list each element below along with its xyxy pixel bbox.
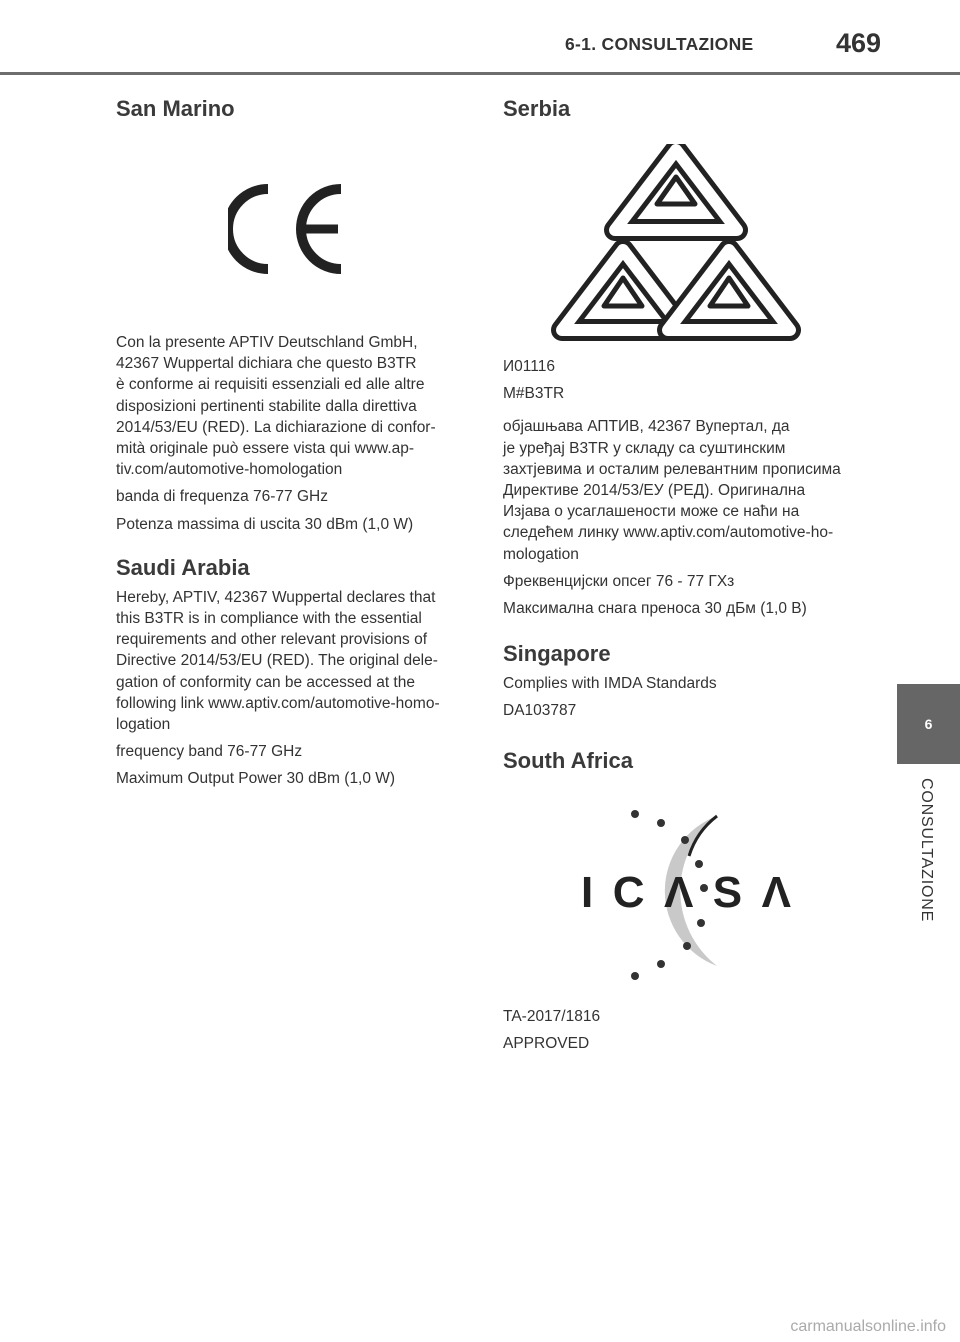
right-column (503, 96, 848, 1054)
text-line: захтјевима и осталим релевантним прописима (503, 460, 841, 478)
saudi-arabia-declaration (116, 587, 461, 735)
logo-letter: I (581, 867, 594, 917)
left-column (116, 96, 461, 790)
watermark: carmanualsonline.info (790, 1318, 946, 1335)
south-africa-approved: APPROVED (503, 1034, 590, 1052)
header-section-title: 6-1. CONSULTAZIONE (565, 34, 754, 54)
icasa-logo (577, 796, 797, 986)
ce-mark-icon (228, 184, 346, 274)
serbia-declaration (503, 416, 848, 564)
ce-mark-logo (228, 184, 461, 274)
header-divider (0, 72, 960, 75)
section-title-serbia: Serbia (503, 96, 571, 121)
serbia-code-1: И01116 (503, 358, 555, 375)
section-title-san-marino: San Marino (116, 96, 235, 121)
saudi-arabia-frequency: frequency band 76-77 GHz (116, 743, 303, 761)
serbian-conformity-triangles-icon (551, 144, 801, 344)
serbia-code-2: M#B3TR (503, 385, 565, 403)
text-line: requirements and other relevant provisions of (116, 631, 428, 649)
text-line: Изјава о усаглашености може се наћи на (503, 503, 800, 521)
singapore-standards: Complies with IMDA Standards (503, 675, 717, 693)
singapore-number: DA103787 (503, 702, 577, 720)
san-marino-frequency: banda di frequenza 76-77 GHz (116, 488, 328, 506)
text-line: disposizioni pertinenti stabilite dalla direttiva (116, 397, 417, 415)
text-line: 2014/53/EU (RED). La dichiarazione di confor- (116, 418, 436, 436)
south-africa-ta-number: TA-2017/1816 (503, 1007, 601, 1025)
section-title-singapore: Singapore (503, 641, 611, 667)
text-line: mità originale può essere vista qui www.ap- (116, 440, 415, 458)
chapter-tab: 6 (897, 684, 960, 764)
serbia-frequency: Фреквенцијски опсег 76 - 77 ГХз (503, 572, 735, 590)
logo-letter: C (612, 867, 645, 917)
san-marino-declaration (116, 332, 461, 480)
saudi-arabia-power: Maximum Output Power 30 dBm (1,0 W) (116, 770, 396, 788)
section-title-saudi-arabia: Saudi Arabia (116, 554, 250, 580)
logo-letter: Λ (761, 867, 791, 917)
text-line: Директиве 2014/53/ЕУ (РЕД). Оригинална (503, 482, 806, 500)
text-line: је уређај B3TR у складу са суштинским (503, 439, 786, 457)
text-line: è conforme ai requisiti essenziali ed alle altre (116, 376, 425, 394)
text-line: this B3TR is in compliance with the essential (116, 610, 422, 628)
serbia-triangle-mark (551, 144, 848, 344)
text-line: gation of conformity can be accessed at the (116, 673, 415, 691)
chapter-side-label: CONSULTAZIONE (918, 778, 935, 923)
page-number: 469 (836, 28, 882, 58)
text-line: tiv.com/automotive-homologation (116, 461, 343, 479)
text-line: logation (116, 716, 171, 734)
text-line: following link www.aptiv.com/automotive-homo- (116, 694, 440, 712)
text-line: објашњава АПТИВ, 42367 Вупертал, да (503, 418, 790, 436)
logo-letter: Λ (663, 867, 694, 917)
icasa-wordmark (581, 868, 791, 918)
logo-letter: S (712, 867, 743, 917)
section-title-south-africa: South Africa (503, 747, 633, 773)
text-line: Hereby, APTIV, 42367 Wuppertal declares that (116, 588, 436, 606)
text-line: Directive 2014/53/EU (RED). The original dele- (116, 652, 438, 670)
san-marino-power: Potenza massima di uscita 30 dBm (1,0 W) (116, 515, 414, 533)
text-line: следећем линку www.aptiv.com/automotive-ho- (503, 524, 834, 542)
text-line: Con la presente APTIV Deutschland GmbH, (116, 334, 418, 351)
text-line: mologation (503, 545, 579, 563)
text-line: 42367 Wuppertal dichiara che questo B3TR (116, 355, 417, 373)
serbia-power: Максимална снага преноса 30 дБм (1,0 В) (503, 600, 807, 618)
